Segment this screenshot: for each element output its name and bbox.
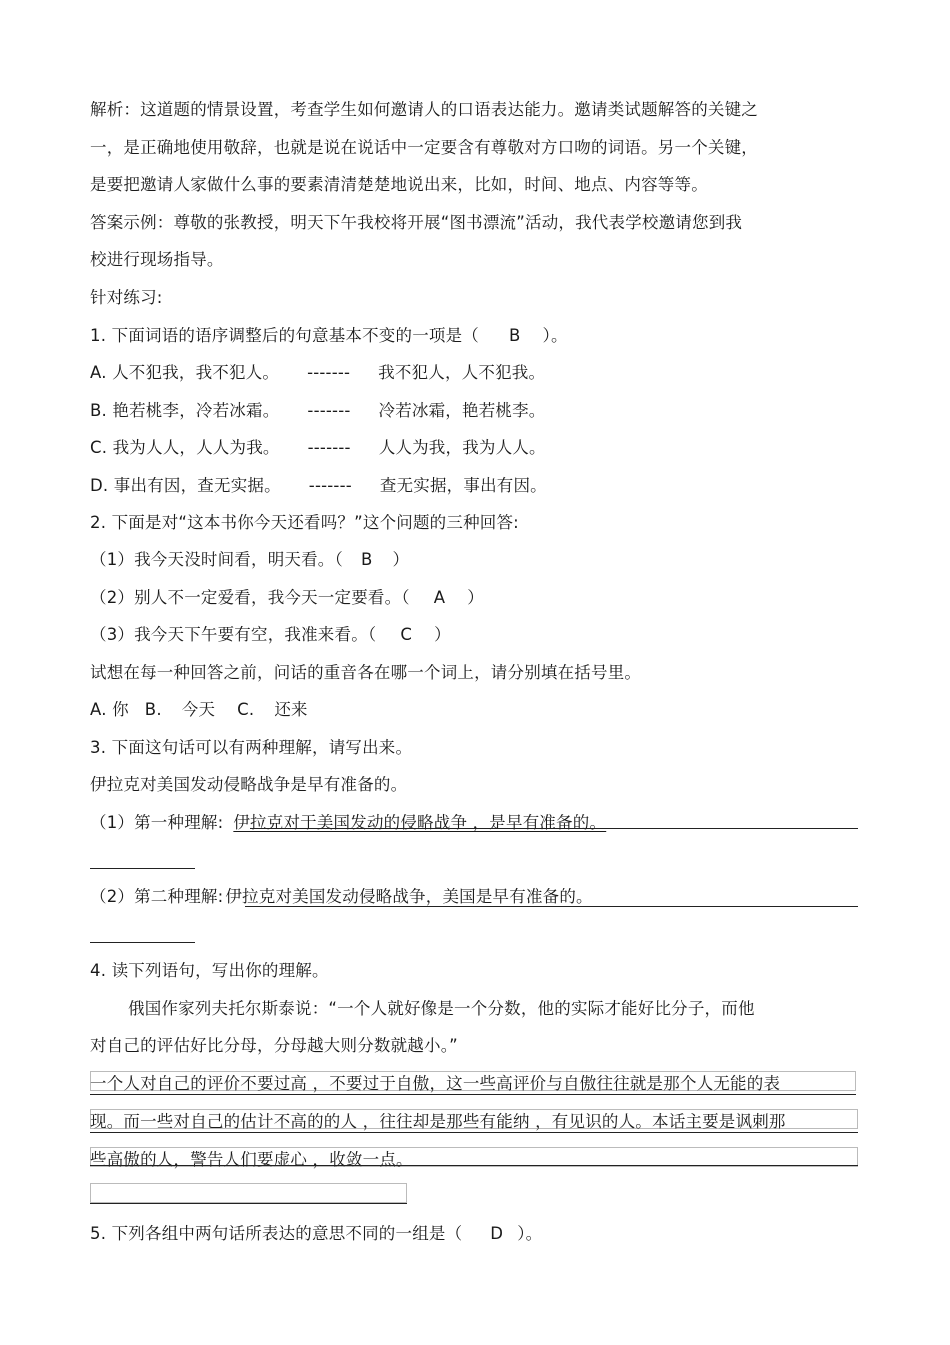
- q3-second: [90, 886, 593, 908]
- q2-item-1-end: ）: [392, 550, 410, 569]
- q4-answer-rule-3: [90, 1165, 858, 1166]
- q1-option-a: [90, 362, 545, 384]
- q1-option-c-right: 人人为我，我为人人。: [378, 438, 546, 457]
- q1-option-c-left: C. 我为人人，人人为我。: [90, 438, 280, 457]
- q1-option-d-left: D. 事出有因，查无实据。: [90, 476, 281, 495]
- example-answer-line-1: 答案示例：尊敬的张教授，明天下午我校将开展“图书漂流”活动，我代表学校邀请您到我: [90, 213, 743, 232]
- q2-choice-a: A. 你: [90, 700, 129, 719]
- q2-choice-c: C.: [237, 700, 255, 719]
- q2-instruction: 试想在每一种回答之前，问话的重音各在哪一个词上，请分别填在括号里。: [90, 663, 642, 682]
- analysis-line-3: 是要把邀请人家做什么事的要素清清楚楚地说出来，比如，时间、地点、内容等等。: [90, 175, 708, 194]
- q1-option-b-right: 冷若冰霜，艳若桃李。: [378, 401, 546, 420]
- q2-item-2: [90, 587, 484, 609]
- q1-answer: B: [509, 326, 521, 345]
- q5-stem-end: ）。: [517, 1224, 543, 1243]
- q2-item-3-end: ）: [434, 625, 451, 644]
- q4-stem: 4. 读下列语句，写出你的理解。: [90, 961, 329, 980]
- q3-second-answer: 伊拉克对美国发动侵略战争，美国是早有准备的。: [225, 887, 593, 906]
- q5-answer: D: [490, 1224, 504, 1243]
- q4-answer-box-4: [90, 1183, 407, 1203]
- q5-stem: [90, 1223, 542, 1245]
- q3-second-answer-line-cont: [90, 942, 195, 943]
- q2-item-2-answer: A: [433, 588, 446, 607]
- q1-option-d-right: 查无实据，事出有因。: [379, 476, 547, 495]
- q4-quote-line-1: 俄国作家列夫托尔斯泰说：“一个人就好像是一个分数，他的实际才能好比分子，而他: [128, 999, 755, 1018]
- q2-choice-b-word: 今天: [181, 700, 216, 719]
- example-answer-line-2: 校进行现场指导。: [90, 250, 224, 269]
- q2-item-3-answer: C: [400, 625, 413, 644]
- analysis-line-2: 一，是正确地使用敬辞，也就是说在说话中一定要含有尊敬对方口吻的词语。另一个关键，: [90, 138, 758, 157]
- q1-option-b-left: B. 艳若桃李，冷若冰霜。: [90, 401, 280, 420]
- q1-stem-text: 1. 下面词语的语序调整后的句意基本不变的一项是（: [90, 326, 479, 345]
- q1-option-a-left: A. 人不犯我，我不犯人。: [90, 363, 280, 382]
- q2-item-1-answer: B: [360, 550, 373, 569]
- q1-option-b-dash: -------: [307, 401, 351, 420]
- q1-option-c: [90, 437, 546, 459]
- q4-answer-rule-4: [90, 1203, 407, 1204]
- q4-answer-rule-1: [90, 1094, 856, 1095]
- q4-answer-rule-2: [90, 1132, 858, 1133]
- q1-option-d-dash: -------: [308, 476, 352, 495]
- practice-title: 针对练习:: [90, 288, 163, 307]
- q1-option-a-right: 我不犯人，人不犯我。: [378, 363, 546, 382]
- q1-option-b: [90, 400, 546, 422]
- q1-option-c-dash: -------: [307, 438, 351, 457]
- q2-item-2-text: （2）别人不一定爱看，我今天一定要看。（: [90, 588, 410, 607]
- q2-item-2-end: ）: [467, 588, 484, 607]
- q3-first: [90, 812, 606, 834]
- q3-first-answer-line-cont: [90, 868, 195, 869]
- q1-option-d: [90, 475, 547, 497]
- q3-first-answer: 伊拉克对于美国发动的侵略战争 ，是早有准备的。: [233, 813, 607, 832]
- q4-quote-line-2: 对自己的评估好比分母，分母越大则分数就越小。”: [90, 1036, 458, 1055]
- q4-answer-line-1: 一个人对自己的评价不要过高 ，不要过于自傲，这一些高评价与自傲往往就是那个人无能的表: [90, 1074, 781, 1093]
- q3-second-label: （2）第二种理解:: [90, 887, 224, 906]
- q2-choice-c-word: 还来: [274, 700, 308, 719]
- q2-item-1-text: （1）我今天没时间看，明天看。（: [90, 550, 343, 569]
- q2-choice-b: B.: [144, 700, 162, 719]
- q3-second-answer-line: [245, 906, 858, 907]
- q1-stem: [90, 325, 568, 347]
- q5-stem-text: 5. 下列各组中两句话所表达的意思不同的一组是（: [90, 1224, 463, 1243]
- q3-stem: 3. 下面这句话可以有两种理解，请写出来。: [90, 738, 413, 757]
- q3-sentence: 伊拉克对美国发动侵略战争是早有准备的。: [90, 775, 408, 794]
- q3-first-label: （1）第一种理解:: [90, 813, 224, 832]
- q2-choices: [90, 699, 308, 721]
- q2-stem: 2. 下面是对“这本书你今天还看吗？”这个问题的三种回答:: [90, 513, 519, 532]
- q1-option-a-dash: -------: [307, 363, 351, 382]
- q2-item-3: [90, 624, 451, 646]
- q1-stem-end: ）。: [542, 326, 568, 345]
- q4-answer-line-3: 些高傲的人，警告人们要虚心 ，收敛一点。: [90, 1150, 413, 1169]
- q2-item-3-text: （3）我今天下午要有空，我准来看。（: [90, 625, 377, 644]
- q2-item-1: [90, 549, 409, 571]
- q4-answer-line-2: 现。而一些对自己的估计不高的的人 ，往往却是那些有能纳 ，有见识的人。本话主要是讽刺那: [90, 1112, 786, 1131]
- q3-first-answer-line: [250, 828, 858, 829]
- analysis-line-1: 解析：这道题的情景设置，考查学生如何邀请人的口语表达能力。邀请类试题解答的关键之: [90, 100, 758, 119]
